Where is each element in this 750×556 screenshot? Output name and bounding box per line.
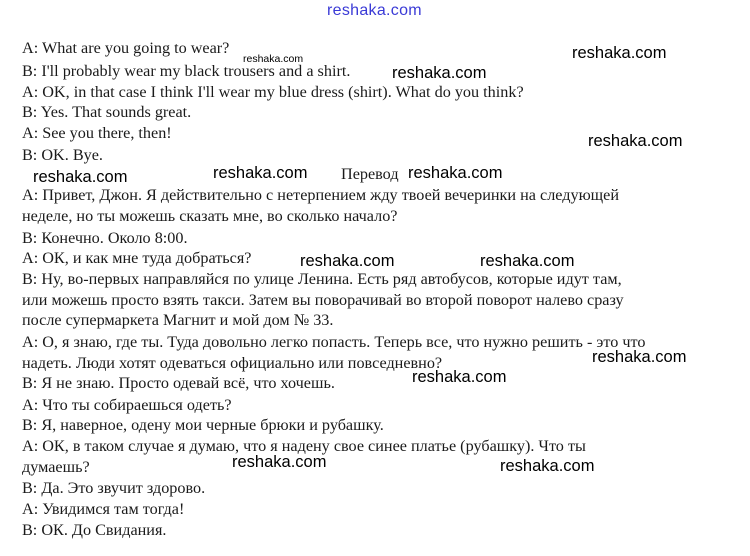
watermark-8: reshaka.com xyxy=(480,252,575,270)
watermark-12: reshaka.com xyxy=(500,457,595,475)
dialogue-line-15: надеть. Люди хотят одеваться официально или повседневно? xyxy=(22,354,443,372)
watermark-top: reshaka.com xyxy=(327,2,422,19)
dialogue-line-9: B: Конечно. Около 8:00. xyxy=(22,229,188,247)
watermark-4: reshaka.com xyxy=(33,168,128,186)
dialogue-line-2: B: I'll probably wear my black trousers and a shirt. xyxy=(22,62,351,80)
watermark-3: reshaka.com xyxy=(588,132,683,150)
dialogue-line-5: A: See you there, then! xyxy=(22,124,172,142)
dialogue-line-11: B: Ну, во-первых направляйся по улице Ленина. Есть ряд автобусов, которые идут там, xyxy=(22,270,622,288)
dialogue-line-23: B: ОК. До Свидания. xyxy=(22,521,167,539)
dialogue-line-8: неделе, но ты можешь сказать мне, во сколько начало? xyxy=(22,207,398,225)
watermark-6: reshaka.com xyxy=(408,164,503,182)
watermark-2: reshaka.com xyxy=(392,64,487,82)
perevod-heading: Перевод xyxy=(341,165,399,183)
dialogue-line-18: B: Я, наверное, одену мои черные брюки и рубашку. xyxy=(22,416,384,434)
dialogue-line-10: A: ОК, и как мне туда добраться? xyxy=(22,249,252,267)
dialogue-line-3: A: OK, in that case I think I'll wear my blue dress (shirt). What do you think? xyxy=(22,83,524,101)
watermark-10: reshaka.com xyxy=(412,368,507,386)
dialogue-line-22: A: Увидимся там тогда! xyxy=(22,500,185,518)
dialogue-line-4: B: Yes. That sounds great. xyxy=(22,103,192,121)
dialogue-line-12: или можешь просто взять такси. Затем вы поворачивай во второй поворот налево сразу xyxy=(22,291,624,309)
watermark-small: reshaka.com xyxy=(243,53,304,65)
watermark-11: reshaka.com xyxy=(232,453,327,471)
dialogue-line-21: B: Да. Это звучит здорово. xyxy=(22,479,206,497)
dialogue-line-17: A: Что ты собираешься одеть? xyxy=(22,396,232,414)
watermark-5: reshaka.com xyxy=(213,164,308,182)
watermark-9: reshaka.com xyxy=(592,348,687,366)
dialogue-line-6: B: OK. Bye. xyxy=(22,146,103,164)
dialogue-line-1: A: What are you going to wear? xyxy=(22,39,230,57)
dialogue-line-7: A: Привет, Джон. Я действительно с нетерпением жду твоей вечеринки на следующей xyxy=(22,186,619,204)
watermark-7: reshaka.com xyxy=(300,252,395,270)
dialogue-line-19: A: ОК, в таком случае я думаю, что я надену свое синее платье (рубашку). Что ты xyxy=(22,437,586,455)
dialogue-line-14: A: О, я знаю, где ты. Туда довольно легко попасть. Теперь все, что нужно решить - это что xyxy=(22,333,646,351)
dialogue-line-13: после супермаркета Магнит и мой дом № 33. xyxy=(22,311,334,329)
dialogue-line-16: B: Я не знаю. Просто одевай всё, что хочешь. xyxy=(22,374,335,392)
dialogue-line-20: думаешь? xyxy=(22,458,90,476)
watermark-1: reshaka.com xyxy=(572,44,667,62)
